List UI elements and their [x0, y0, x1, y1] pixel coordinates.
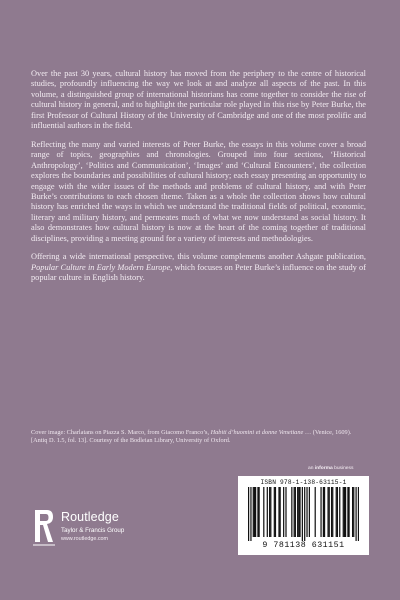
- barcode-bar: [304, 487, 305, 541]
- related-book-title: Popular Culture in Early Modern Europe: [31, 262, 171, 272]
- barcode-bar: [343, 487, 344, 537]
- barcode-bar: [257, 487, 258, 537]
- isbn-barcode: [248, 487, 359, 541]
- informa-prefix: an: [308, 466, 315, 471]
- barcode-bar: [320, 487, 321, 537]
- barcode-bar: [295, 487, 296, 537]
- barcode-digits: 9 781138 631151: [262, 541, 345, 550]
- informa-suffix: business: [332, 466, 354, 471]
- informa-business-line: [308, 466, 368, 471]
- barcode-bar: [278, 487, 279, 537]
- barcode-bar: [291, 487, 292, 537]
- barcode-bar: [323, 487, 324, 537]
- publisher-block: [33, 506, 183, 554]
- barcode-bar: [270, 487, 271, 537]
- barcode-bar: [297, 487, 298, 537]
- barcode-bar: [302, 487, 303, 541]
- barcode-bar: [339, 487, 340, 537]
- publisher-url: www.routledge.com: [61, 536, 109, 542]
- credit-work-title: Habiti d’huomini et donne Venetiane: [210, 429, 304, 436]
- barcode-bar: [254, 487, 255, 537]
- barcode-bar: [309, 487, 310, 537]
- blurb-paragraph-3: [31, 252, 366, 283]
- barcode-panel: [238, 476, 369, 555]
- blurb-paragraph-2: Reflecting the many and varied interests of Peter Burke, the essays in this volume cover a broad range of topics, geographies and chronologies. Grouped into four sections, ‘Historical Anthropology’, ‘Politics and Communication’, ‘Images’ and ‘Cultural Encounters’, the collection explores the boundaries and possibilities of cultural history; each essay presenting an opportunity to engage with the wider issues of the methods and problems of cultural history, and with Peter Burke’s contributions to each chosen theme. Taken as a whole the collection shows how cultural history has enriched the ways in which we understand the traditional fields of political, economic, literary and military history, and permeates much of what we now understand as social history. It also demonstrates how cultural history is now at the heart of the coming together of traditional disciplines, providing a meeting ground for a variety of interests and methodologies.: [31, 139, 366, 243]
- barcode-bar: [315, 487, 316, 537]
- barcode-bar: [285, 487, 286, 537]
- barcode-bar: [250, 487, 251, 541]
- barcode-bar: [280, 487, 281, 537]
- publisher-name: Routledge: [61, 510, 119, 524]
- barcode-bar: [275, 487, 276, 537]
- barcode-bar: [347, 487, 348, 537]
- barcode-bar: [327, 487, 328, 537]
- informa-brand: informa: [314, 466, 333, 471]
- publisher-group: Taylor & Francis Group: [61, 527, 125, 534]
- barcode-bar: [352, 487, 353, 537]
- barcode-bar: [358, 487, 359, 541]
- barcode-bar: [337, 487, 338, 537]
- cover-image-credit: [31, 429, 366, 445]
- barcode-bar: [348, 487, 349, 537]
- isbn-label: ISBN 978-1-138-63115-1: [260, 479, 347, 486]
- blurb-paragraph-1: Over the past 30 years, cultural history has moved from the periphery to the centre of historical studies, profoundly influencing the way we look at and analyze all aspects of the past. In this volume, a distinguished group of international historians has come together to consider the rise of cultural history in general, and to highlight the particular role played in this rise by Peter Burke, the first Professor of Cultural History of the University of Cambridge and one of the most prolific and influential authors in the field.: [31, 69, 366, 131]
- barcode-bar: [299, 487, 300, 537]
- barcode-bar: [336, 487, 337, 537]
- barcode-bar: [269, 487, 270, 537]
- barcode-bar: [332, 487, 333, 537]
- blurb-paragraph-3-start: Offering a wide international perspective, this volume complements another Ashgate publication,: [31, 252, 366, 262]
- barcode-bar: [324, 487, 325, 537]
- barcode-bar: [298, 487, 299, 537]
- barcode-bar: [331, 487, 332, 537]
- blurb: [31, 69, 366, 292]
- credit-start: Cover image: Charlatans on Piazza S. Marco, from Giacomo Franco’s,: [31, 429, 211, 436]
- barcode-bar: [329, 487, 330, 537]
- barcode-bar: [255, 487, 256, 537]
- barcode-bar: [344, 487, 345, 537]
- barcode-bar: [248, 487, 249, 541]
- barcode-bar: [355, 487, 356, 541]
- credit-end: … (Venice, 1609). [Antiq D. 1.5, fol. 13]. Courtesy of the Bodleian Library, University of Oxford.: [31, 429, 352, 445]
- barcode-bar: [263, 487, 264, 537]
- barcode-bar: [306, 487, 307, 537]
- barcode-bar: [345, 487, 346, 537]
- blurb-paragraph-3-end: , which focuses on Peter Burke’s influence on the study of popular culture in English history.: [31, 262, 366, 283]
- barcode-bar: [253, 487, 254, 537]
- barcode-bar: [353, 487, 354, 537]
- barcode-bar: [259, 487, 260, 537]
- barcode-bar: [294, 487, 295, 537]
- barcode-bar: [283, 487, 284, 537]
- barcode-bar: [274, 487, 275, 537]
- routledge-logo-icon: [33, 508, 55, 546]
- barcode-bar: [267, 487, 268, 537]
